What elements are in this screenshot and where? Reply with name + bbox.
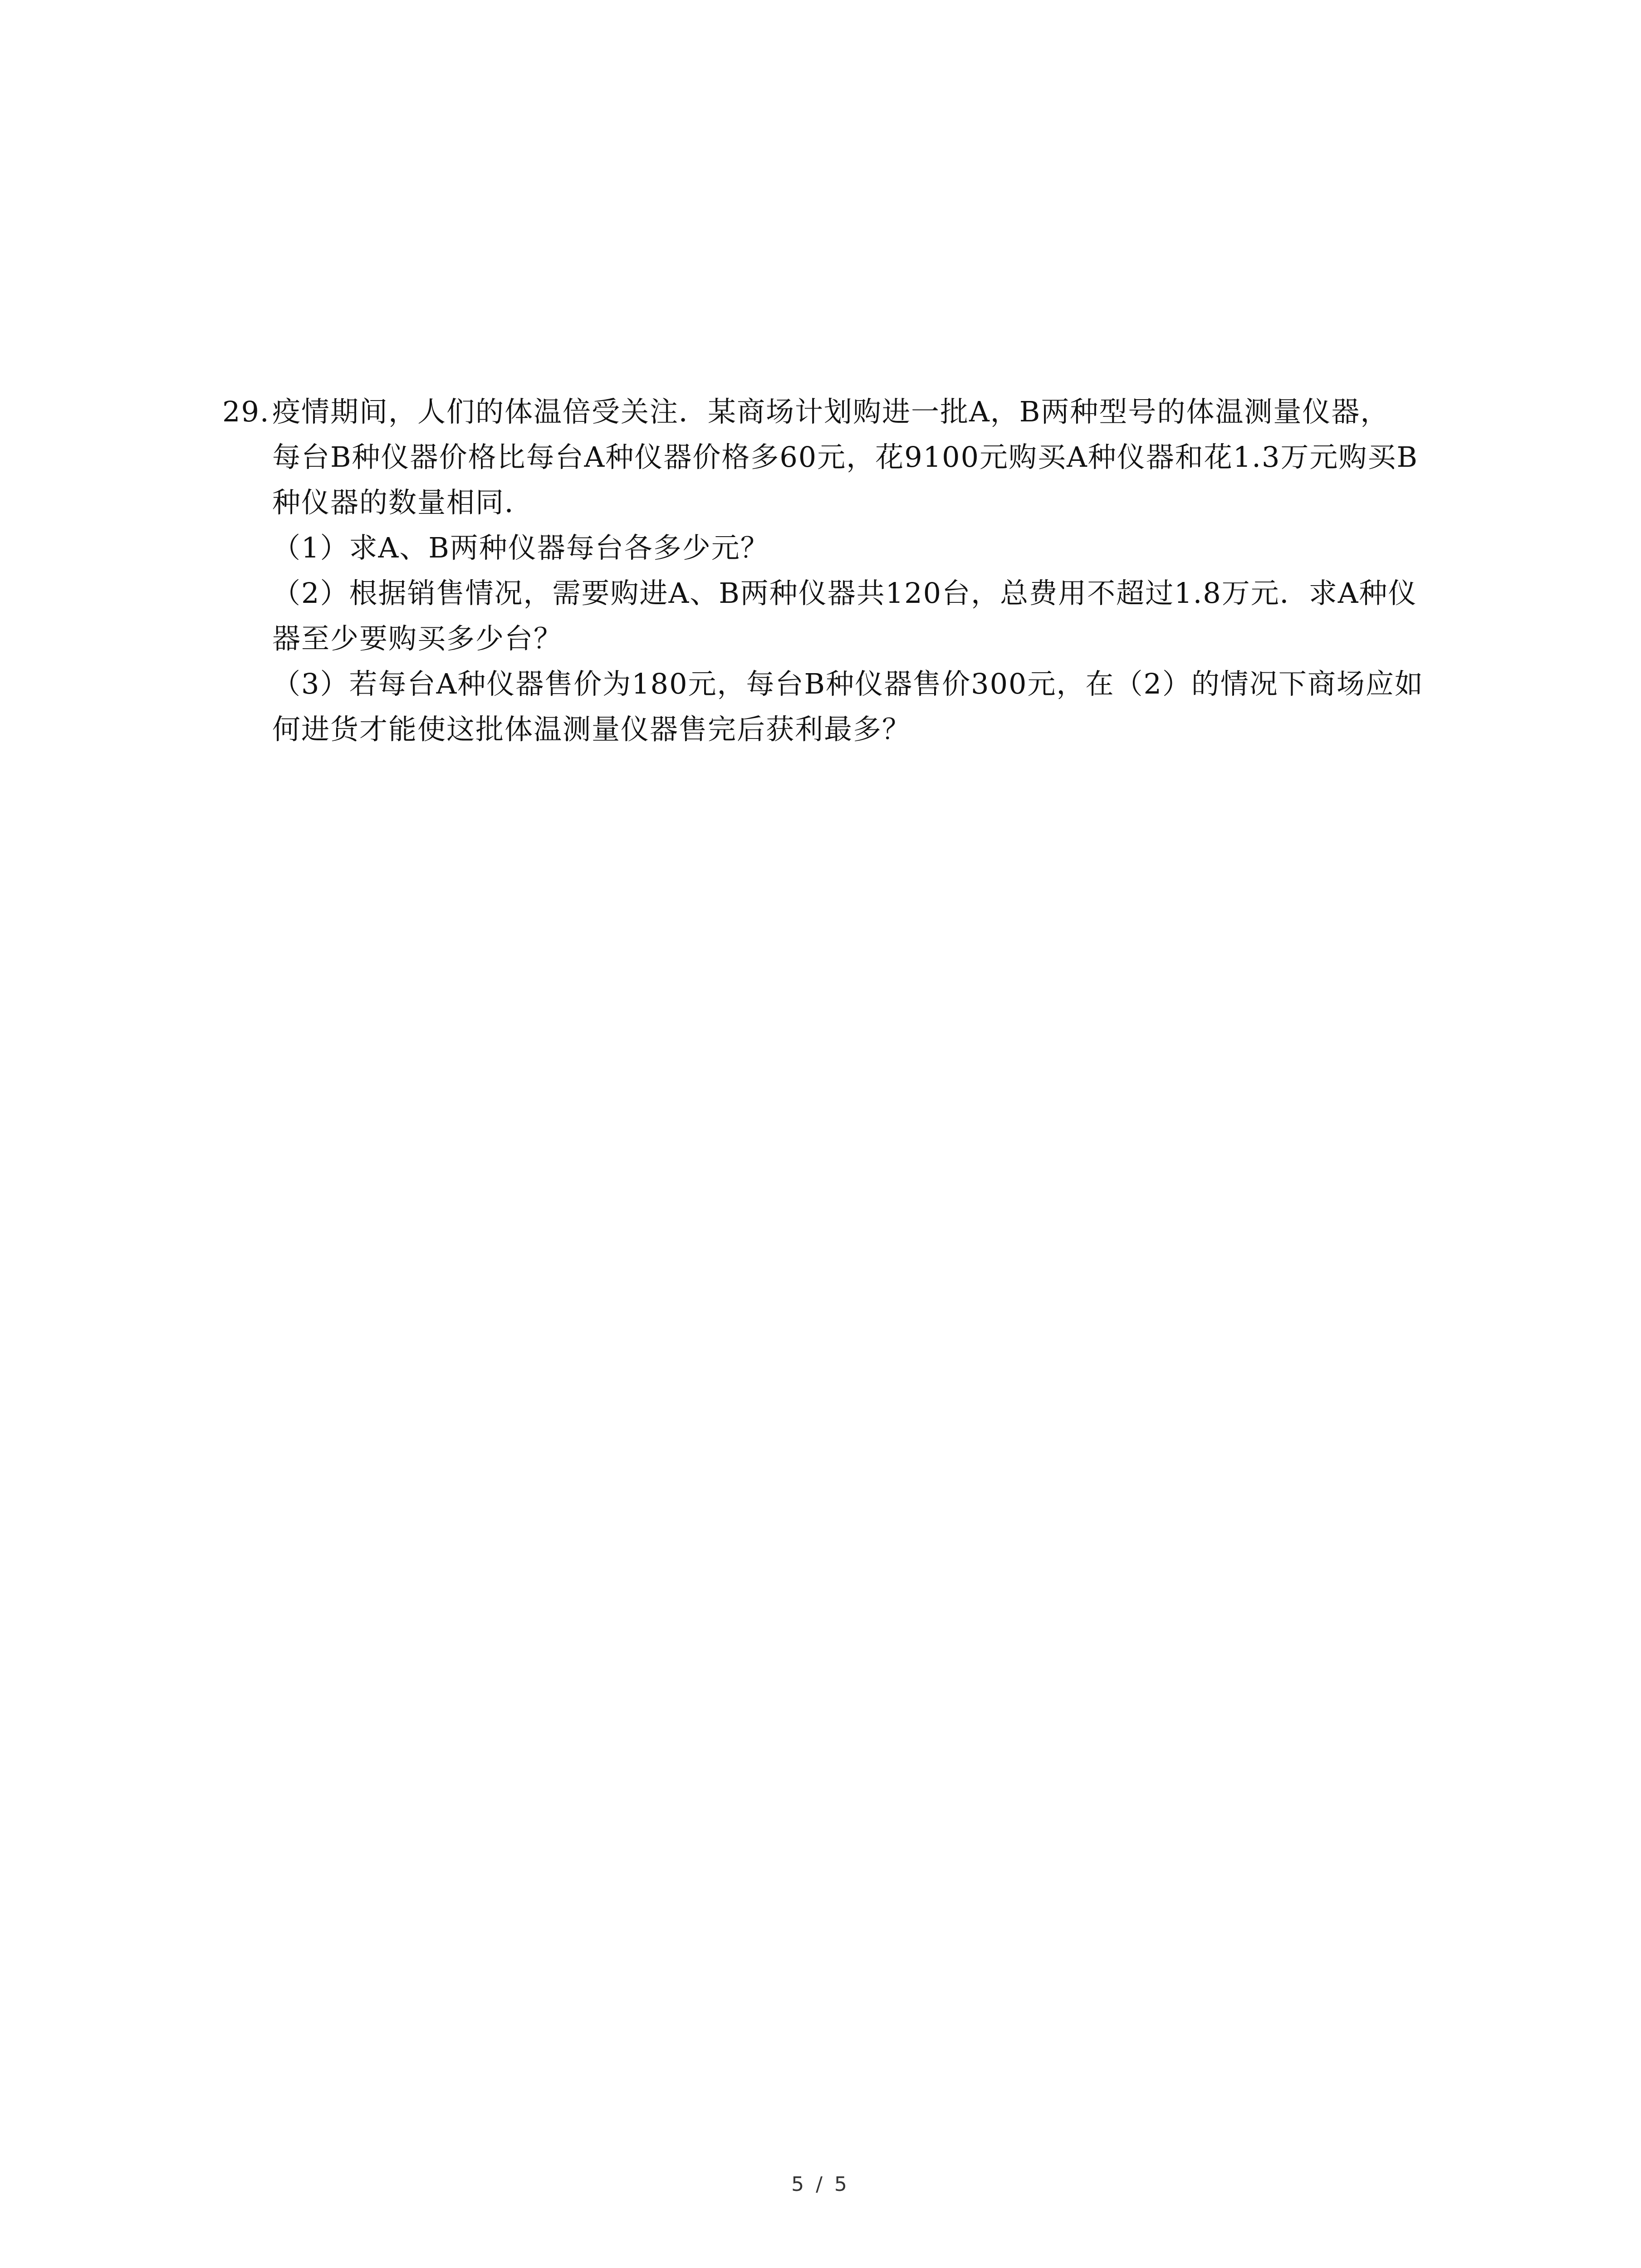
- question-2-text-line-2: 器至少要购买多少台？: [272, 622, 563, 655]
- question-3-text-line-1: （3）若每台A种仪器售价为180元，每台B种仪器售价300元，在（2）的情况下商场应如: [272, 667, 1424, 700]
- problem-statement-line-1: [222, 389, 1474, 435]
- page-number: 5 / 5: [791, 2173, 850, 2196]
- problem-text-line-2: 每台B种仪器价格比每台A种仪器价格多60元，花9100元购买A种仪器和花1.3万元购买B: [272, 440, 1418, 474]
- question-1-text: （1）求A、B两种仪器每台各多少元？: [272, 531, 769, 564]
- question-2-line-1: [222, 571, 1474, 616]
- question-2-line-2: [222, 616, 1474, 661]
- problem-number: 29.: [222, 395, 270, 428]
- question-2-text-line-1: （2）根据销售情况，需要购进A、B两种仪器共120台，总费用不超过1.8万元．求A种仪: [272, 577, 1417, 610]
- problem-text-line-3: 种仪器的数量相同．: [272, 486, 534, 519]
- question-3-line-2: [222, 707, 1474, 752]
- question-1: [222, 525, 1474, 571]
- problem-statement-line-3: [222, 480, 1474, 525]
- problem-statement-line-2: [222, 435, 1474, 480]
- problem-29: [222, 389, 1474, 752]
- question-3-text-line-2: 何进货才能使这批体温测量仪器售完后获利最多？: [272, 713, 911, 746]
- question-3-line-1: [222, 661, 1474, 707]
- problem-text-line-1: 疫情期间，人们的体温倍受关注．某商场计划购进一批A，B两种型号的体温测量仪器，: [272, 395, 1390, 428]
